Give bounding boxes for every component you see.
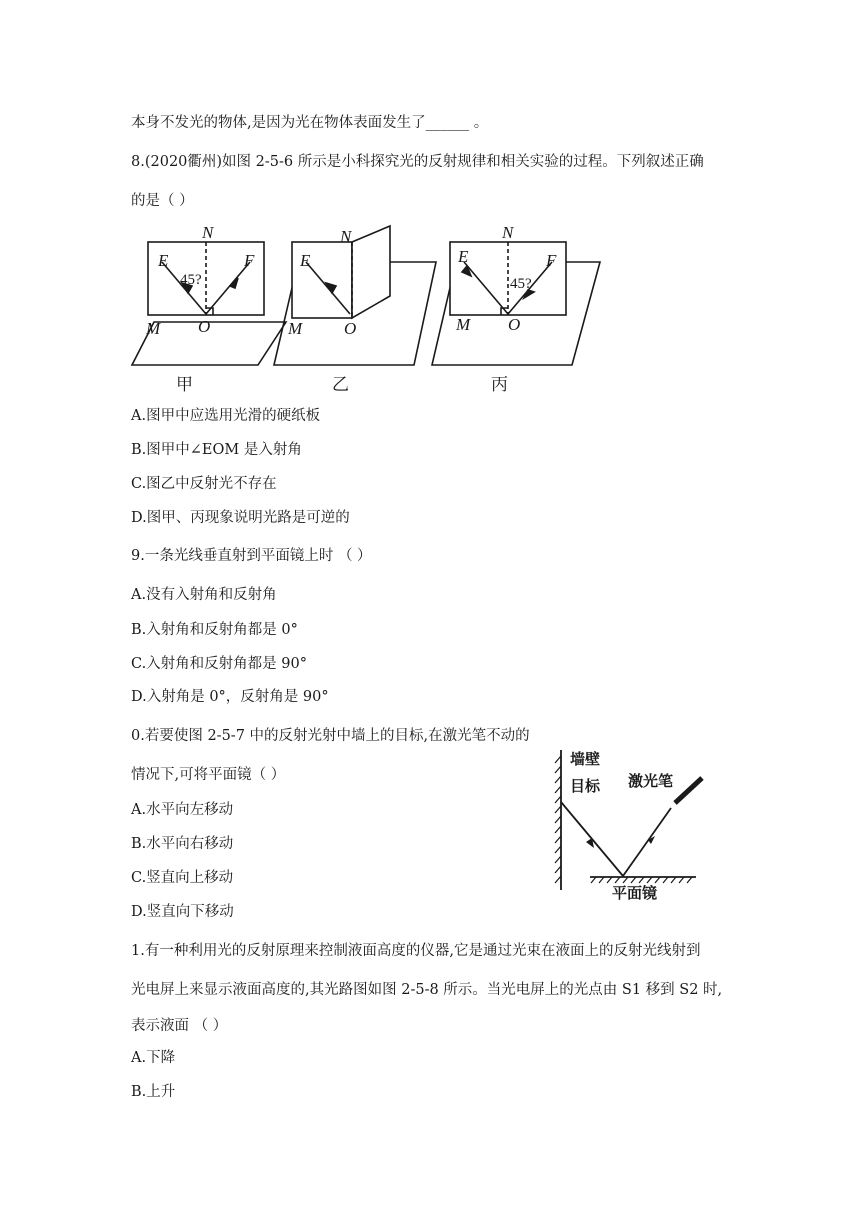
label-o-jia: O <box>198 317 211 336</box>
label-m-yi: M <box>288 319 303 338</box>
q8-option-b: B.图甲中∠EOM 是入射角 <box>131 442 302 458</box>
label-m-bing: M <box>456 315 471 334</box>
label-o-yi: O <box>344 319 357 338</box>
q9-stem: 9.一条光线垂直射到平面镜上时 （ ） <box>131 548 372 564</box>
q7-tail-text: 本身不发光的物体,是因为光在物体表面发生了______ 。 <box>131 115 489 131</box>
q8-option-d: D.图甲、丙现象说明光路是可逆的 <box>131 510 350 526</box>
label-e-jia: E <box>158 251 169 270</box>
q10-stem-line2: 情况下,可将平面镜（ ） <box>131 767 286 783</box>
label-laser-pen: 激光笔 <box>628 774 674 790</box>
q11-stem-line1: 1.有一种利用光的反射原理来控制液面高度的仪器,它是通过光束在液面上的反射光线射到 <box>131 943 701 959</box>
label-target: 目标 <box>570 779 601 795</box>
incident-arrow <box>648 836 655 844</box>
label-n-bing: N <box>502 223 514 242</box>
angle-label-jia: 45? <box>180 272 202 288</box>
q10-stem-line1: 0.若要使图 2-5-7 中的反射光射中墙上的目标,在激光笔不动的 <box>131 728 530 744</box>
q11-option-b: B.上升 <box>131 1084 176 1100</box>
q11-stem-line3: 表示液面 （ ） <box>131 1018 228 1034</box>
q8-figure <box>126 222 606 400</box>
label-f-bing: F <box>546 251 557 270</box>
panel-jia <box>132 242 286 365</box>
q9-option-d: D.入射角是 0°，反射角是 90° <box>131 689 329 705</box>
wall-hatching <box>555 756 561 883</box>
q10-option-c: C.竖直向上移动 <box>131 870 234 886</box>
q9-option-c: C.入射角和反射角都是 90° <box>131 656 307 672</box>
label-mirror: 平面镜 <box>612 886 658 902</box>
laser-pen-body <box>675 778 702 803</box>
q11-stem-line2: 光电屏上来显示液面高度的,其光路图如图 2-5-8 所示。当光电屏上的光点由 S1 移到 S2 时, <box>131 982 723 998</box>
q8-stem-line1: 8.(2020衢州)如图 2-5-6 所示是小科探究光的反射规律和相关实验的过程。下列叙述正确 <box>131 154 704 170</box>
label-n-yi: N <box>340 227 352 246</box>
label-o-bing: O <box>508 315 521 334</box>
label-f-jia: F <box>244 251 255 270</box>
label-e-bing: E <box>458 247 469 266</box>
q8-option-c: C.图乙中反射光不存在 <box>131 476 277 492</box>
board-yi-right <box>352 226 390 318</box>
label-m-jia: M <box>146 319 161 338</box>
q8-stem-line2: 的是（ ） <box>131 193 194 209</box>
q9-option-b: B.入射角和反射角都是 0° <box>131 622 298 638</box>
mirror-hatching <box>591 877 692 883</box>
caption-jia: 甲 <box>176 375 193 395</box>
panel-yi <box>274 226 436 365</box>
q10-figure <box>540 744 712 906</box>
label-wall: 墙壁 <box>570 752 601 768</box>
q10-option-d: D.竖直向下移动 <box>131 904 234 920</box>
caption-bing: 丙 <box>491 375 508 395</box>
q8-option-a: A.图甲中应选用光滑的硬纸板 <box>131 408 321 424</box>
caption-yi: 乙 <box>332 375 349 395</box>
angle-label-bing: 45? <box>510 276 532 292</box>
incident-ray <box>623 808 671 876</box>
q10-option-b: B.水平向右移动 <box>131 836 234 852</box>
label-n-jia: N <box>202 223 214 242</box>
q9-option-a: A.没有入射角和反射角 <box>131 587 277 603</box>
q10-option-a: A.水平向左移动 <box>131 802 234 818</box>
label-e-yi: E <box>300 251 311 270</box>
q11-option-a: A.下降 <box>131 1050 176 1066</box>
